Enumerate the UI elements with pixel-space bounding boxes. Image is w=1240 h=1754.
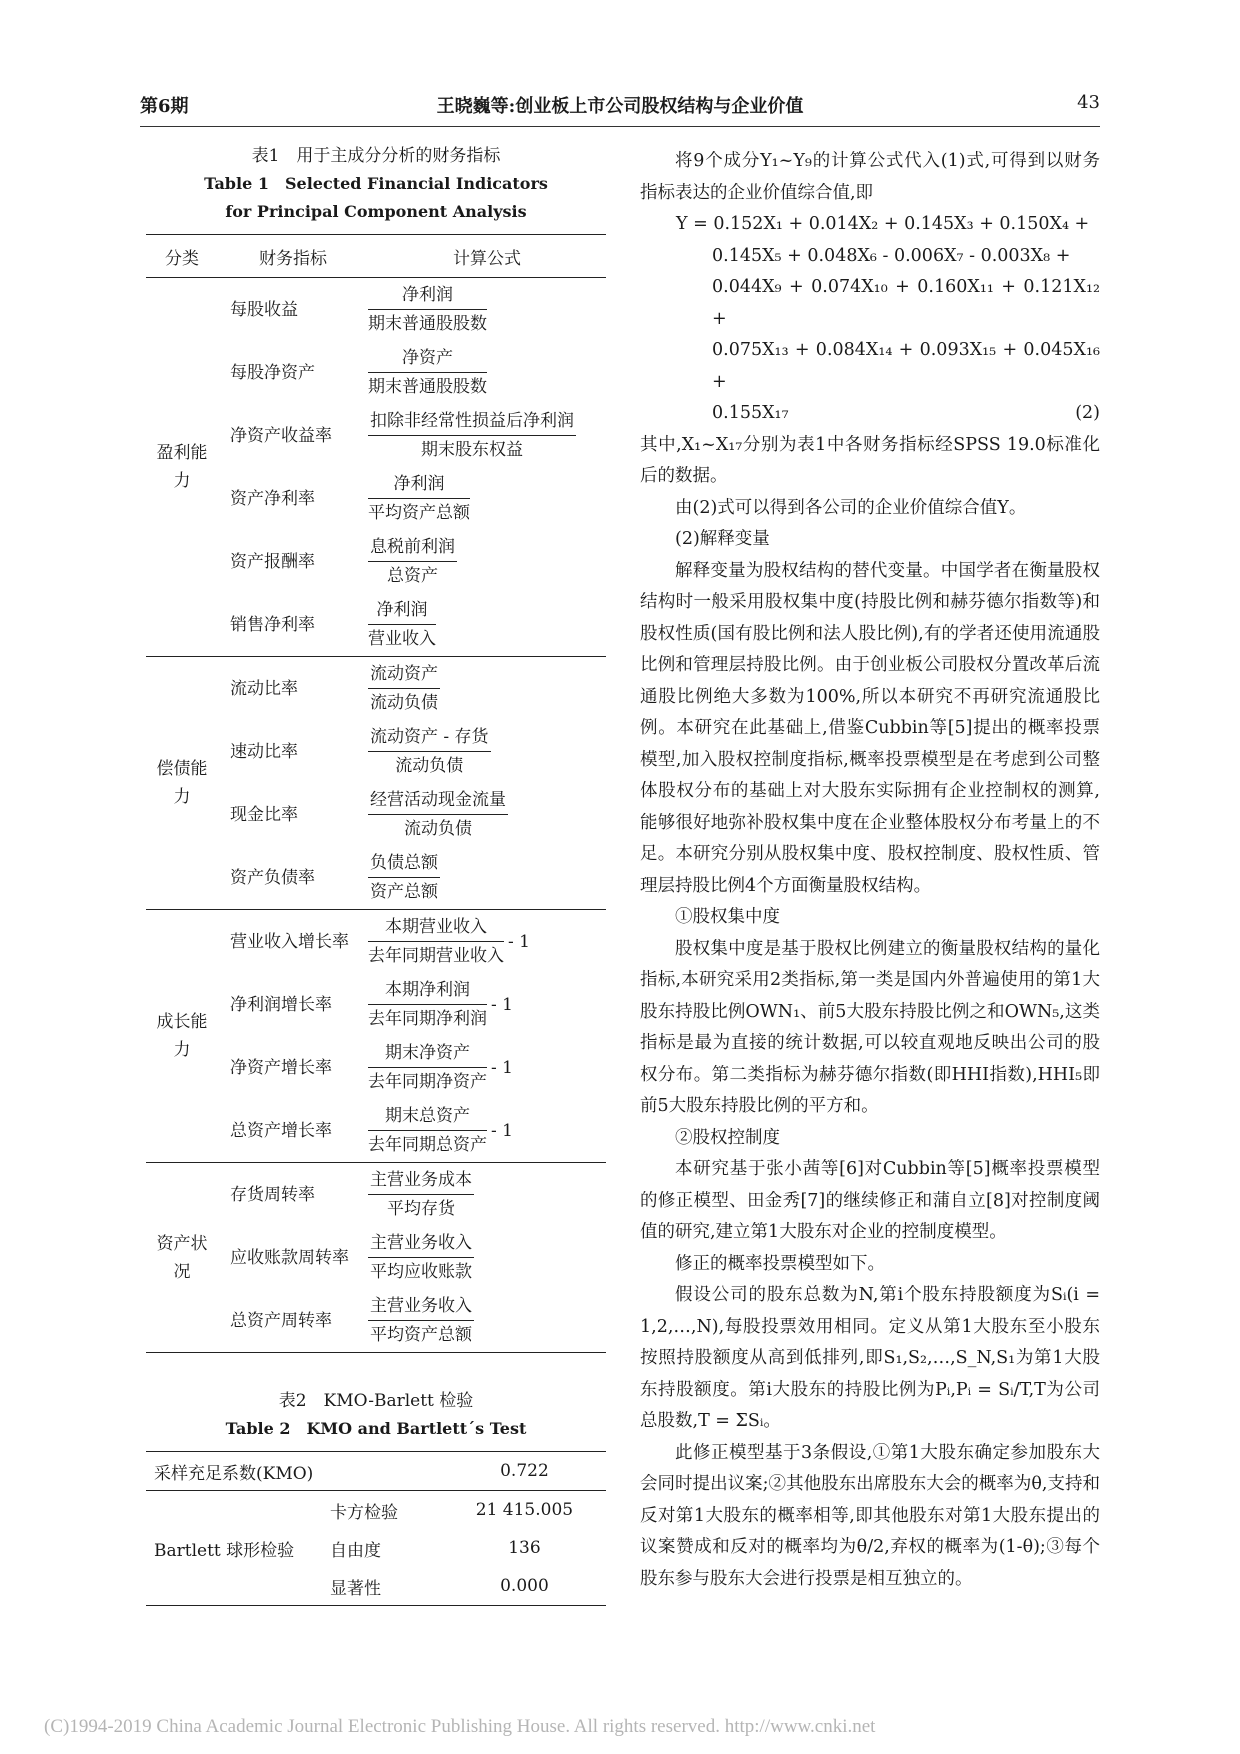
kmo-value: 0.722	[500, 1461, 549, 1481]
formula-cell	[368, 278, 606, 342]
formula-suffix: - 1	[491, 994, 513, 1015]
formula-denominator: 流动负债	[370, 693, 438, 713]
formula-suffix: - 1	[508, 931, 530, 952]
formula-numerator: 本期净利润	[368, 978, 487, 1005]
indicator-cell: 净资产收益率	[230, 425, 332, 446]
formula-cell	[368, 404, 606, 467]
formula-numerator: 净利润	[368, 283, 487, 310]
formula-numerator: 流动资产 - 存货	[368, 725, 491, 752]
equation-line: 0.145X₅ + 0.048X₆ - 0.006X₇ - 0.003X₈ +	[712, 245, 1071, 266]
paragraph: 修正的概率投票模型如下。	[675, 1253, 885, 1274]
formula-denominator: 去年同期总资产	[368, 1135, 487, 1155]
formula-cell	[368, 593, 606, 657]
bartlett-row-label: 卡方检验	[330, 1502, 398, 1523]
indicator-cell: 每股净资产	[230, 362, 315, 383]
issue-number: 第6期	[140, 96, 189, 117]
indicator-cell: 总资产增长率	[230, 1120, 332, 1141]
right-column	[640, 146, 1100, 1595]
formula-numerator: 扣除非经常性损益后净利润	[368, 409, 576, 436]
formula-fraction	[368, 978, 487, 1031]
kmo-label: 采样充足系数(KMO)	[154, 1463, 314, 1484]
category-cell: 盈利能力	[156, 443, 208, 491]
formula-cell	[368, 1036, 606, 1099]
formula-numerator: 净利润	[368, 472, 470, 499]
table1-caption-cn: 表1 用于主成分分析的财务指标	[251, 146, 501, 166]
running-title: 王晓巍等:创业板上市公司股权结构与企业价值	[436, 96, 804, 117]
table2-caption-en: Table 2 KMO and Bartlett´s Test	[225, 1419, 527, 1438]
formula-fraction	[368, 283, 487, 336]
paragraph: 假设公司的股东总数为N,第i个股东持股额度为Sᵢ(i = 1,2,…,N),每股投票效用相同。定义从第1大股东至小股东按照持股额度从高到低排列,即S₁,S₂,…,S_N,S₁为第1大股东持股额度。第i大股东的持股比例为Pᵢ,Pᵢ = Sᵢ/T,T为公司总股数,T = ΣSᵢ。	[640, 1285, 1100, 1431]
copyright-footer: (C)1994-2019 China Academic Journal Electronic Publishing House. All rights reserved. http://www.cnki.net	[44, 1716, 876, 1737]
indicator-cell: 存货周转率	[230, 1184, 315, 1205]
formula-suffix: - 1	[491, 1120, 513, 1141]
col-header-category: 分类	[165, 248, 199, 269]
paragraph: 其中,X₁~X₁₇分别为表1中各财务指标经SPSS 19.0标准化后的数据。	[640, 434, 1100, 486]
category-cell: 资产状况	[156, 1233, 208, 1282]
formula-denominator: 期末普通股股数	[368, 377, 487, 397]
category-cell: 偿债能力	[156, 759, 208, 807]
bartlett-row-value: 136	[508, 1538, 541, 1558]
formula-numerator: 本期营业收入	[368, 915, 504, 942]
bartlett-row-value: 21 415.005	[475, 1500, 574, 1520]
indicator-cell: 应收账款周转率	[230, 1247, 349, 1268]
indicator-cell: 速动比率	[230, 741, 298, 762]
indicator-cell: 销售净利率	[230, 614, 315, 635]
equation-number: (2)	[1075, 403, 1100, 423]
formula-denominator: 期末股东权益	[421, 440, 523, 460]
bartlett-row-label: 自由度	[330, 1540, 381, 1561]
indicator-cell: 总资产周转率	[230, 1310, 332, 1331]
formula-fraction	[368, 662, 440, 715]
col-header-formula: 计算公式	[453, 248, 521, 269]
indicator-cell: 净利润增长率	[230, 994, 332, 1015]
formula-cell	[368, 1099, 606, 1163]
formula-denominator: 去年同期营业收入	[368, 946, 504, 966]
formula-denominator: 平均资产总额	[370, 1325, 472, 1345]
formula-fraction	[368, 851, 440, 904]
formula-numerator: 主营业务收入	[368, 1294, 474, 1321]
formula-numerator: 负债总额	[368, 851, 440, 878]
indicator-cell: 营业收入增长率	[230, 931, 349, 952]
left-column	[146, 142, 606, 1606]
table-row	[146, 278, 606, 342]
indicator-cell: 每股收益	[230, 299, 298, 320]
bartlett-row-value: 0.000	[500, 1576, 549, 1596]
table2-kmo-bartlett	[146, 1451, 606, 1606]
formula-cell	[368, 341, 606, 404]
formula-cell	[368, 973, 606, 1036]
formula-cell	[368, 1163, 606, 1227]
indicator-group	[146, 278, 606, 657]
formula-fraction	[368, 1294, 474, 1347]
formula-numerator: 流动资产	[368, 662, 440, 689]
indicator-cell: 资产负债率	[230, 867, 315, 888]
paragraph: 股权集中度是基于股权比例建立的衡量股权结构的量化指标,本研究采用2类指标,第一类是国内外普遍使用的第1大股东持股比例OWN₁、前5大股东持股比例之和OWN₅,这类指标是最为直接的统计数据,可以较直观地反映出公司的股权分布。第二类指标为赫芬德尔指数(即HHI指数),HHI₅即前5大股东持股比例的平方和。	[640, 938, 1100, 1116]
formula-denominator: 去年同期净资产	[368, 1072, 487, 1092]
formula-numerator: 期末总资产	[368, 1104, 487, 1131]
table1-caption-en2: for Principal Component Analysis	[225, 202, 527, 221]
equation-line	[640, 398, 1100, 430]
indicator-cell: 现金比率	[230, 804, 298, 825]
formula-denominator: 流动负债	[395, 756, 464, 776]
formula-fraction	[368, 409, 576, 462]
table1-financial-indicators	[146, 234, 606, 1353]
paragraph: 此修正模型基于3条假设,①第1大股东确定参加股东大会同时提出议案;②其他股东出席股东大会的概率为θ,支持和反对第1大股东的概率相等,即其他股东对第1大股东提出的议案赞成和反对的概率均为θ/2,弃权的概率为(1-θ);③每个股东参与股东大会进行投票是相互独立的。	[640, 1442, 1100, 1589]
formula-cell	[368, 467, 606, 530]
formula-fraction	[368, 1041, 487, 1094]
running-header	[140, 92, 1100, 122]
indicator-cell: 流动比率	[230, 678, 298, 699]
header-rule	[140, 126, 1100, 127]
table1-caption-en1: Table 1 Selected Financial Indicators	[204, 174, 548, 193]
equation-line: 0.075X₁₃ + 0.084X₁₄ + 0.093X₁₅ + 0.045X₁₆ +	[712, 340, 1100, 392]
formula-cell	[368, 783, 606, 846]
formula-fraction	[368, 472, 470, 525]
formula-denominator: 平均存货	[387, 1199, 455, 1219]
formula-denominator: 总资产	[387, 566, 438, 586]
indicator-cell: 净资产增长率	[230, 1057, 332, 1078]
formula-denominator: 资产总额	[370, 882, 438, 902]
indicator-group	[146, 1163, 606, 1353]
equation-term: 0.155X₁₇	[712, 403, 789, 423]
formula-numerator: 净资产	[368, 346, 487, 373]
paragraph: 由(2)式可以得到各公司的企业价值综合值Y。	[675, 497, 1027, 518]
formula-fraction	[368, 1104, 487, 1157]
formula-fraction	[368, 725, 491, 778]
subsection-heading: ②股权控制度	[675, 1127, 780, 1148]
section-heading: (2)解释变量	[675, 529, 770, 549]
formula-cell	[368, 910, 606, 974]
page-number: 43	[1077, 92, 1100, 113]
formula-denominator: 流动负债	[404, 819, 472, 839]
indicator-cell: 资产报酬率	[230, 551, 315, 572]
formula-cell	[368, 846, 606, 910]
bartlett-label: Bartlett 球形检验	[154, 1540, 295, 1561]
formula-cell	[368, 657, 606, 721]
formula-cell	[368, 1226, 606, 1289]
col-header-indicator: 财务指标	[259, 248, 327, 269]
formula-denominator: 营业收入	[368, 629, 436, 649]
formula-fraction	[368, 1231, 474, 1284]
formula-denominator: 期末普通股股数	[368, 314, 487, 334]
paragraph: 解释变量为股权结构的替代变量。中国学者在衡量股权结构时一般采用股权集中度(持股比例和赫芬德尔指数等)和股权性质(国有股比例和法人股比例),有的学者还使用流通股比例和管理层持股比例。由于创业板公司股权分置改革后流通股比例绝大多数为100%,所以本研究不再研究流通股比例。本研究在此基础上,借鉴Cubbin等[5]提出的概率投票模型,加入股权控制度指标,概率投票模型是在考虑到公司整体股权分布的基础上对大股东实际拥有企业控制权的测算,能够很好地弥补股权集中度在企业整体股权分布考量上的不足。本研究分别从股权集中度、股权控制度、股权性质、管理层持股比例4个方面衡量股权结构。	[640, 560, 1100, 896]
formula-numerator: 期末净资产	[368, 1041, 487, 1068]
table-row	[146, 1163, 606, 1227]
indicator-group	[146, 657, 606, 910]
paragraph: 将9个成分Y₁~Y₉的计算公式代入(1)式,可得到以财务指标表达的企业价值综合值,即	[640, 151, 1100, 203]
formula-numerator: 息税前利润	[368, 535, 457, 562]
formula-numerator: 经营活动现金流量	[368, 788, 508, 815]
formula-numerator: 净利润	[368, 598, 436, 625]
formula-suffix: - 1	[491, 1057, 513, 1078]
subsection-heading: ①股权集中度	[675, 907, 780, 927]
formula-fraction	[368, 535, 457, 588]
table2-caption-cn: 表2 KMO-Barlett 检验	[278, 1391, 474, 1411]
formula-fraction	[368, 346, 487, 399]
table-row	[146, 910, 606, 974]
indicator-cell: 资产净利率	[230, 488, 315, 509]
indicator-group	[146, 910, 606, 1163]
formula-denominator: 平均应收账款	[370, 1262, 472, 1282]
category-cell: 成长能力	[156, 1012, 208, 1060]
formula-fraction	[368, 1168, 474, 1221]
bartlett-row-label: 显著性	[330, 1578, 381, 1599]
formula-denominator: 去年同期净利润	[368, 1009, 487, 1029]
table-row	[146, 657, 606, 721]
formula-fraction	[368, 788, 508, 841]
formula-cell	[368, 720, 606, 783]
formula-numerator: 主营业务收入	[368, 1231, 474, 1258]
equation-line: Y = 0.152X₁ + 0.014X₂ + 0.145X₃ + 0.150X₄ +	[676, 214, 1090, 234]
formula-cell	[368, 530, 606, 593]
formula-fraction	[368, 915, 504, 968]
formula-cell	[368, 1289, 606, 1353]
formula-fraction	[368, 598, 436, 651]
formula-numerator: 主营业务成本	[368, 1168, 474, 1195]
formula-denominator: 平均资产总额	[368, 503, 470, 523]
equation-line: 0.044X₉ + 0.074X₁₀ + 0.160X₁₁ + 0.121X₁₂ +	[712, 277, 1100, 329]
paragraph: 本研究基于张小茜等[6]对Cubbin等[5]概率投票模型的修正模型、田金秀[7]的继续修正和蒲自立[8]对控制度阈值的研究,建立第1大股东对企业的控制度模型。	[640, 1159, 1100, 1242]
